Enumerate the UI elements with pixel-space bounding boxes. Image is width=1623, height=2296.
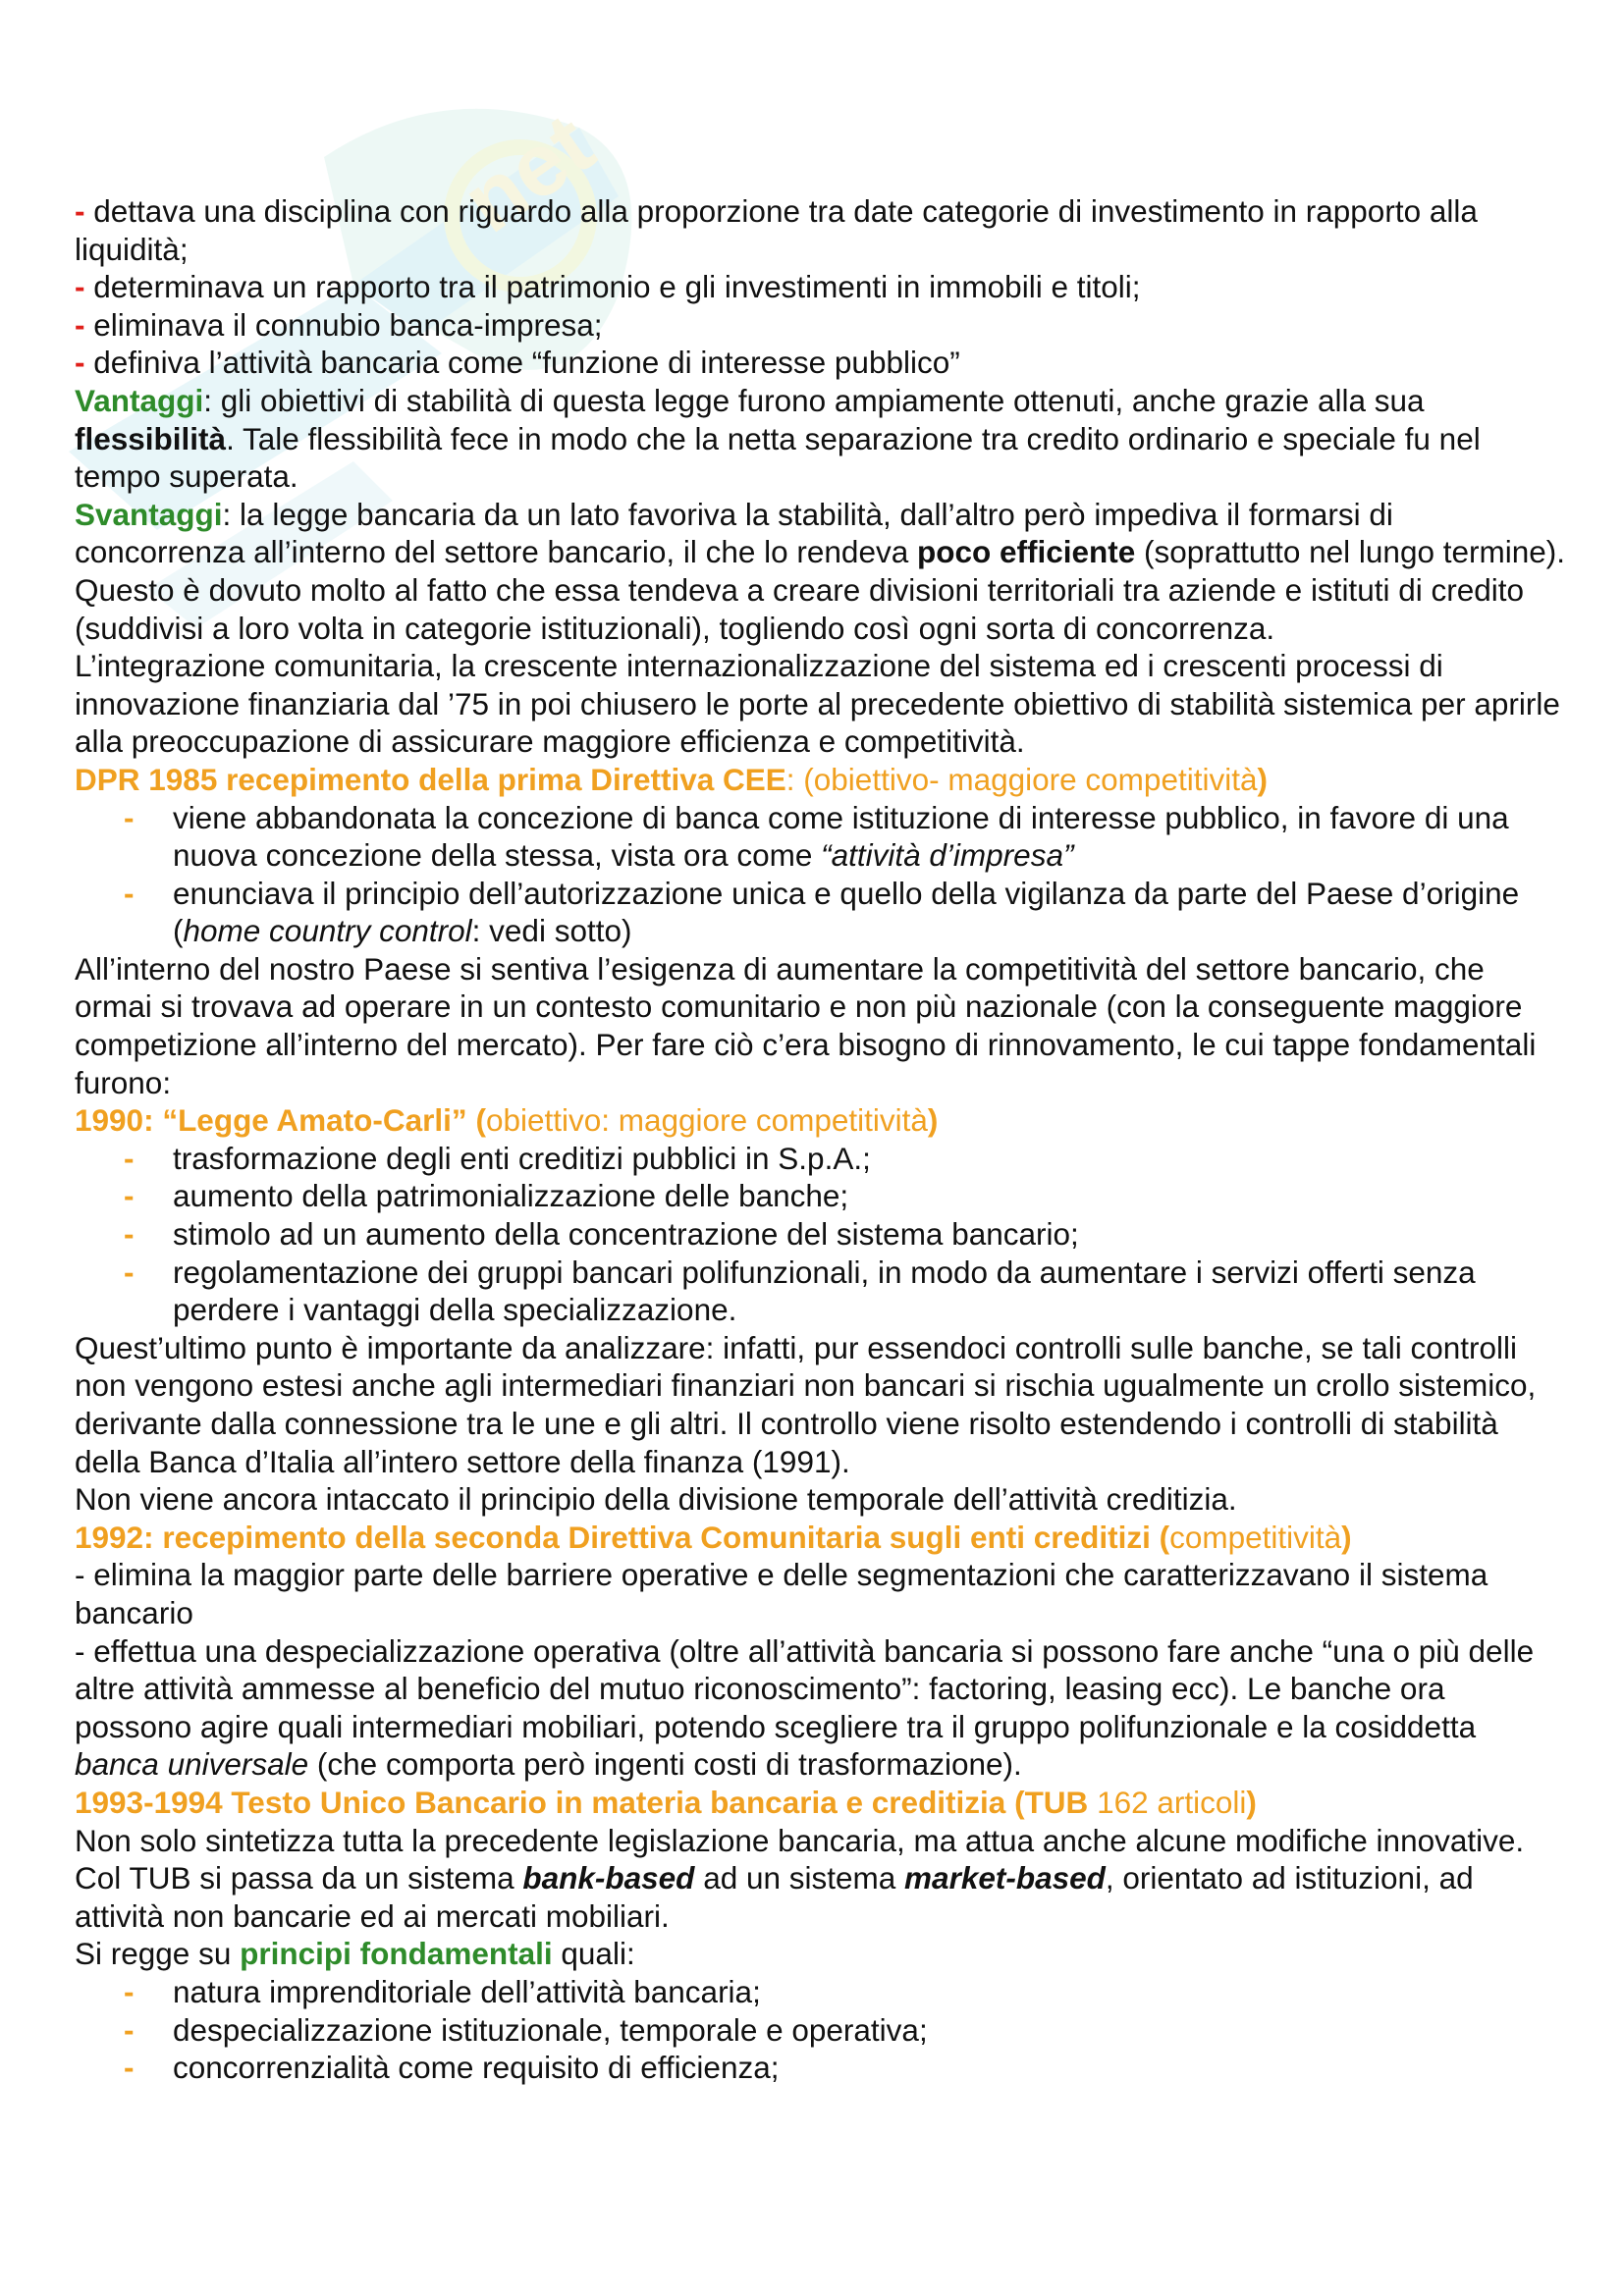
direttiva-1992-line: - effettua una despecializzazione operativa (oltre all’attività bancaria si possono fare anche “una o più delle altre attività ammesse al beneficio del mutuo riconoscimento”: factoring, leasing ecc). Le banche ora possono agire quali intermediari mobiliari, potendo scegliere tra il gruppo polifunzionale e la cosiddetta banca universale (che comporta però ingenti costi di trasformazione). [75,1632,1535,1783]
dpr1985-list [75,799,1567,950]
ultimo-punto-paragraph: Quest’ultimo punto è importante da analizzare: infatti, pur essendoci controlli sulle banche, se tali controlli non vengono estesi anche agli intermediari finanziari non bancari si rischia ugualmente un crollo sistemico, derivante dalla connessione tra le une e gli altri. Il controllo viene risolto estendendo i controlli di stabilità della Banca d’Italia all’intero settore della finanza (1991). [75,1329,1537,1479]
svantaggi-label: Svantaggi [75,496,223,532]
list-item: - eliminava il connubio banca-impresa; [75,306,603,343]
list-legge-bancaria [75,192,1567,382]
list-item: - aumento della patrimonializzazione delle banche; [124,1178,849,1214]
paese-paragraph: All’interno del nostro Paese si sentiva l’esigenza di aumentare la competitività del settore bancario, che ormai si trovava ad operare in un contesto comunitario e non più nazionale (con la conseguente maggiore competizione all’interno del mercato). Per fare ciò c’era bisogno di rinnovamento, le cui tappe fondamentali furono: [75,950,1537,1100]
svantaggi-paragraph: Svantaggi: la legge bancaria da un lato favoriva la stabilità, dall’altro però impediva il formarsi di concorrenza all’interno del settore bancario, il che lo rendeva poco efficiente (soprattutto nel lungo termine). Questo è dovuto molto al fatto che essa tendeva a creare divisioni territoriali tra aziende e istituti di credito (suddivisi a loro volta in categorie istituzionali), togliendo così ogni sorta di concorrenza. [75,496,1566,646]
list-item: - despecializzazione istituzionale, temporale e operativa; [124,2011,928,2048]
tub-paragraph: Non solo sintetizza tutta la precedente legislazione bancaria, ma attua anche alcune modifiche innovative. Col TUB si passa da un sistema bank-based ad un sistema market-based, orientato ad istituzioni, ad attività non bancarie ed ai mercati mobiliari. [75,1822,1525,1934]
dpr1985-heading: DPR 1985 recepimento della prima Direttiva CEE: (obiettivo- maggiore competitività) [75,761,1268,797]
list-item: - definiva l’attività bancaria come “funzione di interesse pubblico” [75,345,960,381]
integrazione-paragraph: L’integrazione comunitaria, la crescente internazionalizzazione del sistema ed i crescenti processi di innovazione finanziaria dal ’75 in poi chiusero le porte al precedente obiettivo di stabilità sistemica per aprirle alla preoccupazione di assicurare maggiore efficienza e competitività. [75,648,1560,760]
tub-heading: 1993-1994 Testo Unico Bancario in materia bancaria e creditizia (TUB 162 articoli) [75,1784,1257,1820]
direttiva-1992-heading: 1992: recepimento della seconda Direttiva Comunitaria sugli enti creditizi (competitività) [75,1519,1352,1555]
amato-carli-list [75,1140,1567,1329]
watermark-text: net [446,95,612,252]
list-item: - regolamentazione dei gruppi bancari polifunzionali, in modo da aumentare i servizi offerti senza perdere i vantaggi della specializzazione. [124,1254,1476,1328]
vantaggi-label: Vantaggi [75,382,204,418]
amato-carli-heading: 1990: “Legge Amato-Carli” (obiettivo: maggiore competitività) [75,1102,939,1139]
list-item: - trasformazione degli enti creditizi pubblici in S.p.A.; [124,1140,871,1176]
list-item: - stimolo ad un aumento della concentrazione del sistema bancario; [124,1216,1079,1253]
list-item: - enunciava il principio dell’autorizzazione unica e quello della vigilanza da parte del Paese d’origine (home country control: vedi sotto) [124,875,1520,949]
list-item: - dettava una disciplina con riguardo alla proporzione tra date categorie di investimento in rapporto alla liquidità; [75,193,1478,267]
list-item: - natura imprenditoriale dell’attività bancaria; [124,1973,761,2009]
list-item: - determinava un rapporto tra il patrimonio e gli investimenti in immobili e titoli; [75,269,1141,305]
list-item: - concorrenzialità come requisito di efficienza; [124,2050,780,2086]
list-item: - viene abbandonata la concezione di banca come istituzione di interesse pubblico, in favore di una nuova concezione della stessa, vista ora come “attività d’impresa” [124,799,1509,874]
principi-list [75,1973,1567,2087]
divisione-paragraph: Non viene ancora intaccato il principio della divisione temporale dell’attività creditizia. [75,1481,1237,1518]
vantaggi-paragraph: Vantaggi: gli obiettivi di stabilità di questa legge furono ampiamente ottenuti, anche grazie alla sua flessibilità. Tale flessibilità fece in modo che la netta separazione tra credito ordinario e speciale fu nel tempo superata. [75,382,1481,495]
document-page [75,192,1567,2087]
principi-paragraph: Si regge su principi fondamentali quali: [75,1936,635,1972]
direttiva-1992-line: - elimina la maggior parte delle barriere operative e delle segmentazioni che caratterizzavano il sistema bancario [75,1557,1488,1630]
